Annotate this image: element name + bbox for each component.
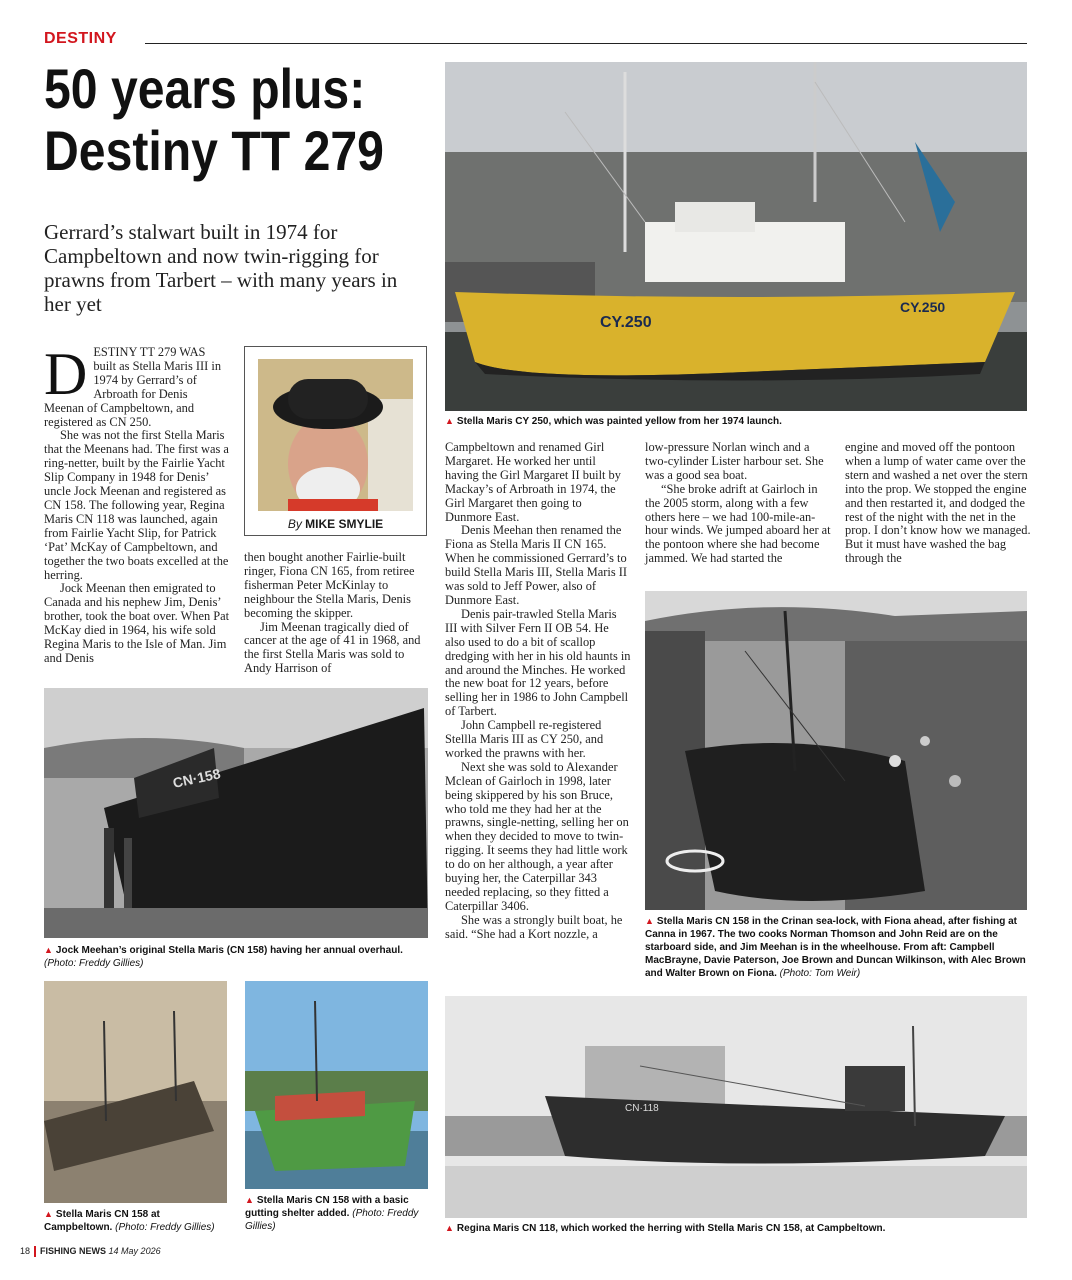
- caption-crinan: [645, 915, 1029, 980]
- article-col-4: [645, 441, 831, 566]
- article-col-5: [845, 441, 1031, 566]
- photo-cn158-overhaul: [44, 688, 428, 938]
- headline-line-2: Destiny TT 279: [44, 119, 384, 182]
- caption-campbeltown: [44, 1208, 229, 1234]
- page-number: 18: [20, 1246, 31, 1256]
- byline-prefix: By: [287, 517, 302, 531]
- photo-regina-maris: [445, 996, 1027, 1218]
- author-photo: [258, 359, 413, 511]
- header-rule: [145, 43, 1027, 44]
- caption-arrow-icon: ▲: [645, 916, 654, 926]
- caption-shelter: [245, 1194, 430, 1233]
- paragraph: Next she was sold to Alexander Mclean of Gairloch in 1998, later being skippered by his son Bruce, who told me they had her at the prawns, single-netting, selling her on when they decided to move to twin-rigging. It seems they had little work to do on her although, a year after buying her, the Caterpillar 343 needed replacing, so they fitted a Caterpillar 3406.: [445, 759, 629, 913]
- paragraph: Denis Meehan then renamed the Fiona as Stella Maris II CN 165. When he commissioned Gerrard’s to build Stella Maris III, Stella Maris II was sold to Jeff Power, also of Dunmore East.: [445, 523, 628, 607]
- caption-text: Stella Maris CN 158 in the Crinan sea-lock, with Fiona ahead, after fishing at Canna in 1967. The two cooks Norman Thomson and John Reid are on the starboard side, and Jim Meehan is in the wheelhouse. From aft: Campbell MacBrayne, Davie Paterson, Joe Brown and Duncan Wilkinson, with Alec Brown and Walter Brown on Fiona.: [645, 916, 1026, 979]
- article-col-1: [44, 341, 230, 666]
- caption-cy250: [445, 415, 1027, 428]
- hull-mark-cy250-b: CY.250: [900, 299, 946, 315]
- article-col-3: [445, 441, 631, 942]
- publication-name: FISHING NEWS: [40, 1246, 107, 1256]
- paragraph: She was not the first Stella Maris that the Meenans had. The first was a ring-netter, built by the Fairlie Yacht Slip Company in 1948 for Denis’ uncle Jock Meenan and registered as CN 158. The following year, Regina Maris CN 118 was launched, again from Fairlie Yacht Slip, for Patrick ‘Pat’ McKay of Campbeltown, and together the two boats excelled at the herring.: [44, 428, 229, 582]
- headline: [44, 57, 384, 182]
- paragraph: ESTINY TT 279 WAS built as Stella Maris III in 1974 by Gerrard’s of Arbroath for Denis Meenan of Campbeltown, and registered as CN 250.: [44, 345, 222, 429]
- caption-text: Stella Maris CN 158 with a basic gutting shelter added.: [245, 1195, 409, 1219]
- headline-line-1: 50 years plus:: [44, 57, 366, 120]
- hull-mark-cy250-a: CY.250: [600, 314, 652, 331]
- caption-arrow-icon: ▲: [445, 416, 454, 426]
- byline-name: MIKE SMYLIE: [305, 517, 384, 531]
- hull-mark-cn118: CN·118: [625, 1103, 659, 1114]
- paragraph: Campbeltown and renamed Girl Margaret. He worked her until having the Girl Margaret II built by Mackay’s of Arbroath in 1974, the Girl Margaret then going to Dunmore East.: [445, 440, 621, 524]
- section-label: DESTINY: [44, 30, 117, 47]
- photo-crinan-sea-lock: [645, 591, 1027, 910]
- caption-text: Stella Maris CN 158 at Campbeltown.: [44, 1209, 160, 1233]
- page-footer: [20, 1246, 161, 1257]
- photo-credit: (Photo: Freddy Gillies): [44, 958, 144, 969]
- paragraph: “She broke adrift at Gairloch in the 2005 storm, along with a few others here – we had 100-mile-an-hour winds. We jumped aboard her at the pontoon where she had become jammed. We had started the: [645, 481, 831, 566]
- paragraph: Jock Meenan then emigrated to Canada and his nephew Jim, Denis’ brother, took the boat over. When Pat McKay died in 1964, his wife sold Regina Maris to the Isle of Man. Jim and Denis: [44, 581, 230, 665]
- photo-cn158-shelter: [245, 981, 428, 1189]
- byline-box: [244, 346, 427, 536]
- issue-date: 14 May 2026: [108, 1246, 161, 1256]
- caption-regina: [445, 1222, 1027, 1235]
- photo-cy250: [445, 62, 1027, 411]
- paragraph: low-pressure Norlan winch and a two-cylinder Lister harbour set. She was a good sea boat.: [645, 440, 824, 482]
- caption-arrow-icon: ▲: [445, 1223, 454, 1233]
- paragraph: then bought another Fairlie-built ringer, Fiona CN 165, from retiree fisherman Peter McKinlay to neighbour the Stella Maris, Denis becoming the skipper.: [244, 550, 415, 620]
- footer-divider: [34, 1246, 36, 1257]
- paragraph: Denis pair-trawled Stella Maris III with Silver Fern II OB 54. He also used to do a bit of scallop dredging with her in his old haunts in and around the Minches. He worked the new boat for 12 years, before selling her in 1986 to John Campbell of Tarbert.: [445, 606, 631, 719]
- photo-credit: (Photo: Tom Weir): [779, 968, 861, 979]
- hull-mark-cn158: CN·158: [171, 765, 222, 791]
- caption-arrow-icon: ▲: [44, 945, 53, 955]
- standfirst: Gerrard’s stalwart built in 1974 for Campbeltown and now twin-rigging for prawns from Tarbert – with many years in her yet: [44, 220, 398, 316]
- photo-credit: (Photo: Freddy Gillies): [245, 1208, 419, 1232]
- photo-cn158-campbeltown: [44, 981, 227, 1203]
- caption-arrow-icon: ▲: [44, 1209, 53, 1219]
- article-col-2: [244, 551, 430, 676]
- paragraph: Jim Meenan tragically died of cancer at the age of 41 in 1968, and the first Stella Maris was sold to Andy Harrison of: [244, 619, 421, 676]
- caption-text: Jock Meehan’s original Stella Maris (CN 158) having her annual overhaul.: [55, 945, 403, 956]
- caption-text: Regina Maris CN 118, which worked the herring with Stella Maris CN 158, at Campbeltown.: [456, 1223, 886, 1234]
- caption-text: Stella Maris CY 250, which was painted yellow from her 1974 launch.: [456, 416, 782, 427]
- caption-arrow-icon: ▲: [245, 1195, 254, 1205]
- paragraph: She was a strongly built boat, he said. “She had a Kort nozzle, a: [445, 912, 623, 941]
- paragraph: engine and moved off the pontoon when a lump of water came over the stern and washed a net over the stern into the prop. We stopped the engine and then restarted it, and dodged the rest of the night with the net in the prop. I don’t know how we managed. But it must have washed the bag through the: [845, 440, 1031, 566]
- caption-cn158-overhaul: [44, 944, 428, 970]
- paragraph: John Campbell re-registered Stellla Maris III as CY 250, and worked the prawns with her.: [445, 718, 604, 760]
- byline: [245, 517, 426, 531]
- photo-credit: (Photo: Freddy Gillies): [115, 1222, 215, 1233]
- dropcap: D: [44, 341, 88, 407]
